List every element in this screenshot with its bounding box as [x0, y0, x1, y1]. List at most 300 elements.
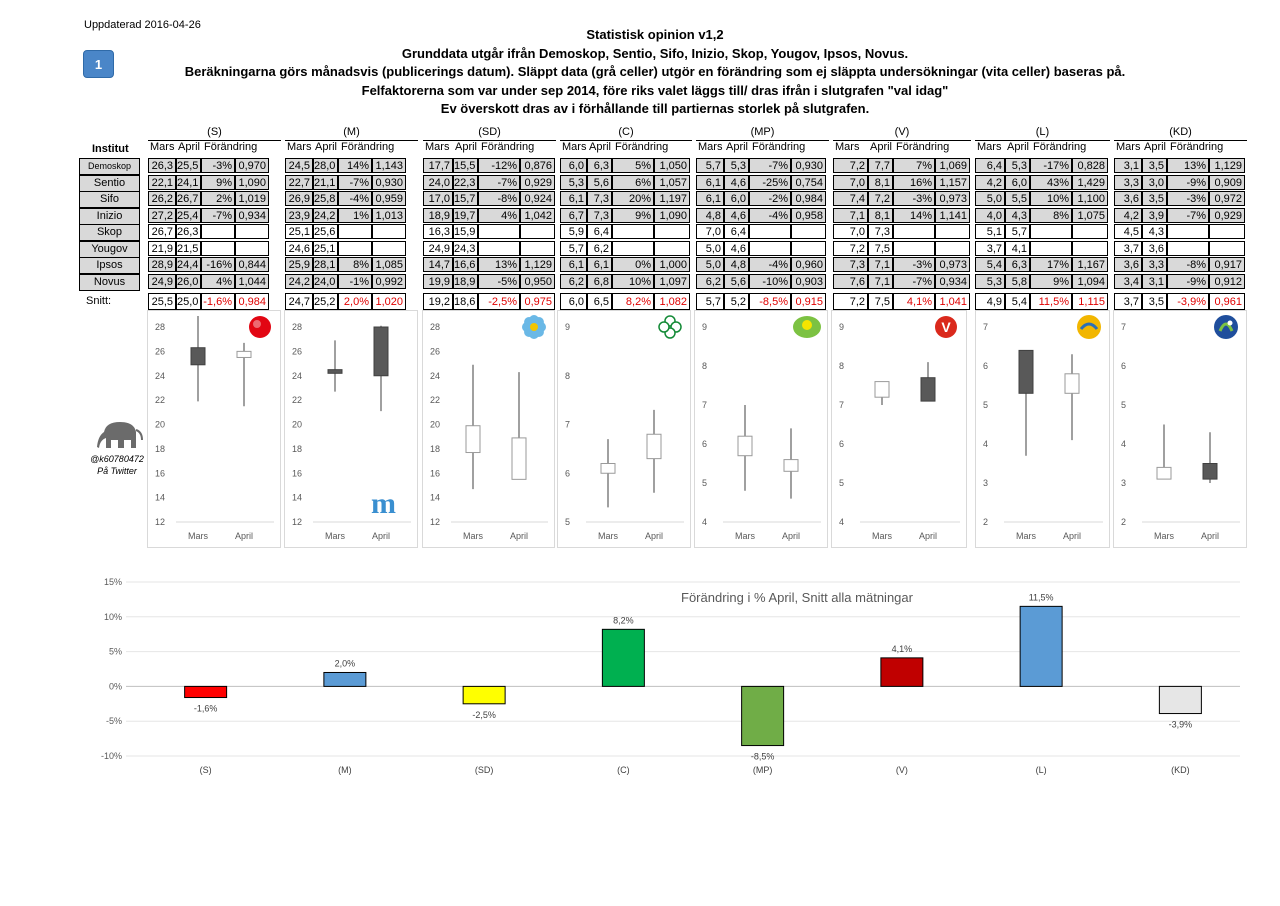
table-cell: 1,097 — [654, 274, 690, 289]
table-cell: 2% — [201, 191, 235, 206]
table-cell: 3,9 — [1142, 208, 1167, 223]
candle-body — [1019, 350, 1033, 393]
clover-icon — [659, 316, 681, 338]
table-cell: 6,1 — [560, 257, 587, 272]
table-cell — [749, 224, 791, 239]
table-cell: 4,3 — [1005, 208, 1030, 223]
table-cell: 4,3 — [1142, 224, 1167, 239]
average-cell: 4,1% — [893, 293, 935, 310]
x-tick-label: (V) — [895, 765, 908, 775]
change-header: Förändring — [1170, 141, 1224, 153]
table-cell: 5,7 — [560, 241, 587, 256]
change-header: Förändring — [204, 141, 258, 153]
table-cell: -2% — [749, 191, 791, 206]
table-cell: 5% — [612, 158, 654, 173]
candlestick-panel — [422, 310, 555, 548]
y-tick-label: 5 — [702, 478, 708, 488]
table-cell — [1167, 241, 1209, 256]
y-tick-label: 20 — [155, 419, 166, 430]
candle-body — [875, 382, 889, 398]
candlestick-chart — [423, 311, 556, 549]
table-cell: 16% — [893, 175, 935, 190]
table-cell — [1072, 224, 1108, 239]
table-cell: 7,0 — [696, 224, 724, 239]
table-cell: 1,100 — [1072, 191, 1108, 206]
table-cell: 22,7 — [285, 175, 313, 190]
bar — [463, 686, 505, 703]
table-cell: 23,9 — [285, 208, 313, 223]
average-cell: 25,2 — [313, 293, 338, 310]
table-cell: 0,934 — [935, 274, 970, 289]
average-cell: 6,5 — [587, 293, 612, 310]
candlestick-chart — [832, 311, 968, 549]
y-tick-label: 7 — [565, 419, 571, 430]
y-tick-label: 6 — [983, 361, 989, 371]
table-cell — [520, 224, 555, 239]
table-cell: 14% — [893, 208, 935, 223]
y-tick-label: 2 — [983, 517, 989, 527]
table-cell: 5,7 — [1005, 224, 1030, 239]
table-cell: 27,2 — [148, 208, 176, 223]
table-cell — [235, 224, 269, 239]
table-cell: 8% — [338, 257, 372, 272]
month-header-mars: Mars — [287, 141, 312, 153]
institut-header: Institut — [92, 143, 129, 155]
y-tick-label: 2 — [1121, 517, 1127, 527]
table-cell: 24,6 — [285, 241, 313, 256]
candle-body — [921, 378, 935, 401]
institute-label: Inizio — [79, 208, 140, 225]
table-cell: 13% — [478, 257, 520, 272]
table-cell: 5,9 — [560, 224, 587, 239]
table-cell: 1,050 — [654, 158, 690, 173]
table-cell: 10% — [612, 274, 654, 289]
table-cell: 1,143 — [372, 158, 406, 173]
table-cell — [1030, 224, 1072, 239]
bar-value-label: -1,6% — [193, 703, 218, 714]
table-cell: 19,7 — [453, 208, 478, 223]
table-cell: -10% — [749, 274, 791, 289]
table-cell: 24,0 — [423, 175, 453, 190]
y-tick-label: 8 — [839, 361, 845, 371]
candlestick-panel — [975, 310, 1110, 548]
table-cell: -5% — [478, 274, 520, 289]
table-cell: -4% — [749, 257, 791, 272]
y-tick-label: 6 — [565, 468, 571, 479]
table-cell: 3,6 — [1114, 191, 1142, 206]
page-number-badge: 1 — [83, 50, 114, 78]
x-tick-label: (L) — [1035, 765, 1047, 775]
change-header: Förändring — [481, 141, 535, 153]
table-cell: 6,7 — [560, 208, 587, 223]
table-cell: 26,9 — [285, 191, 313, 206]
candlestick-panel — [1113, 310, 1247, 548]
institute-label: Yougov — [79, 241, 140, 258]
table-cell: 1,044 — [235, 274, 269, 289]
table-cell: 16,6 — [453, 257, 478, 272]
average-cell: 0,975 — [520, 293, 555, 310]
candle-body — [374, 327, 388, 376]
table-cell: -7% — [1167, 208, 1209, 223]
rose-icon — [249, 316, 271, 338]
table-cell: 7,4 — [833, 191, 868, 206]
table-cell: 16,3 — [423, 224, 453, 239]
x-tick-label: April — [1062, 531, 1082, 541]
table-cell: 25,9 — [285, 257, 313, 272]
y-tick-label: 9 — [565, 322, 571, 332]
y-tick-label: 6 — [1121, 361, 1127, 371]
table-cell: 5,3 — [1005, 158, 1030, 173]
y-tick-label: 6 — [839, 439, 845, 449]
party-group-header: (L) — [975, 126, 1110, 141]
x-tick-label: Mars — [598, 531, 618, 541]
table-cell: 6,2 — [587, 241, 612, 256]
table-cell: 1,013 — [372, 208, 406, 223]
table-cell: 7,2 — [833, 241, 868, 256]
bar-value-label: 11,5% — [1028, 592, 1054, 603]
table-cell — [372, 224, 406, 239]
x-tick-label: Mars — [463, 531, 483, 541]
party-group-header: (S) — [148, 126, 281, 141]
bar — [881, 658, 923, 687]
table-cell: 25,6 — [313, 224, 338, 239]
table-cell: 18,9 — [453, 274, 478, 289]
y-tick-label: -10% — [100, 751, 122, 761]
table-cell: 24,4 — [176, 257, 201, 272]
table-cell — [201, 241, 235, 256]
table-cell: 4,2 — [975, 175, 1005, 190]
x-tick-label: April — [781, 531, 801, 541]
y-tick-label: 16 — [292, 468, 303, 479]
candlestick-chart — [285, 311, 419, 549]
table-cell: 7,3 — [587, 208, 612, 223]
table-cell: 10% — [1030, 191, 1072, 206]
table-cell: 6,1 — [696, 175, 724, 190]
table-cell: -16% — [201, 257, 235, 272]
table-cell: 0,958 — [791, 208, 826, 223]
table-cell: 3,5 — [1142, 191, 1167, 206]
table-cell: 3,5 — [1142, 158, 1167, 173]
y-tick-label: 14 — [155, 492, 166, 503]
y-tick-label: 18 — [292, 443, 303, 454]
table-cell — [612, 241, 654, 256]
x-tick-label: (S) — [199, 765, 212, 775]
table-cell: 5,3 — [560, 175, 587, 190]
table-cell — [1209, 224, 1245, 239]
y-tick-label: 3 — [983, 478, 989, 488]
table-cell: 0,844 — [235, 257, 269, 272]
candlestick-panel — [147, 310, 281, 548]
table-cell: 5,6 — [587, 175, 612, 190]
x-tick-label: Mars — [1154, 531, 1174, 541]
average-cell: 3,7 — [1114, 293, 1142, 310]
average-cell: 6,0 — [560, 293, 587, 310]
average-cell: 1,041 — [935, 293, 970, 310]
month-header-april: April — [315, 141, 338, 153]
bar — [742, 686, 784, 745]
y-tick-label: 28 — [430, 322, 441, 332]
party-group-header: (C) — [560, 126, 692, 141]
table-cell: 1,000 — [654, 257, 690, 272]
table-cell: 17,0 — [423, 191, 453, 206]
x-tick-label: (M) — [338, 765, 352, 775]
y-tick-label: 5 — [983, 400, 989, 410]
candle-body — [738, 436, 752, 456]
y-tick-label: 22 — [430, 395, 441, 406]
candle-body — [784, 460, 798, 472]
table-cell: 1,090 — [235, 175, 269, 190]
party-group-header: (V) — [833, 126, 971, 141]
table-cell: 7,2 — [868, 191, 893, 206]
table-cell — [1167, 224, 1209, 239]
y-tick-label: 3 — [1121, 478, 1127, 488]
x-tick-label: April — [644, 531, 664, 541]
table-cell: 0,970 — [235, 158, 269, 173]
bar — [324, 672, 366, 686]
title-line: Ev överskott dras av i förhållande till partiernas storlek på slutgrafen. — [440, 101, 870, 116]
bar-value-label: 4,1% — [891, 643, 913, 654]
average-cell: 5,2 — [724, 293, 749, 310]
table-cell: 26,0 — [176, 274, 201, 289]
table-cell: 1,090 — [654, 208, 690, 223]
table-cell: 7,3 — [868, 224, 893, 239]
table-cell: 5,3 — [724, 158, 749, 173]
table-cell — [791, 224, 826, 239]
twitter-handle — [84, 453, 150, 477]
table-cell: 4,0 — [975, 208, 1005, 223]
table-cell: -4% — [749, 208, 791, 223]
table-cell: 5,6 — [724, 274, 749, 289]
title-line: Felfaktorerna som var under sep 2014, före riks valet läggs till/ dras ifrån i slutgrafen "val idag" — [361, 82, 949, 98]
table-cell: 7,3 — [833, 257, 868, 272]
table-cell: -3% — [1167, 191, 1209, 206]
table-cell: 6,1 — [587, 257, 612, 272]
y-tick-label: 24 — [430, 370, 441, 381]
table-cell: 4,6 — [724, 241, 749, 256]
x-tick-label: Mars — [872, 531, 892, 541]
table-cell: 3,0 — [1142, 175, 1167, 190]
table-cell: 4,1 — [1005, 241, 1030, 256]
y-tick-label: 5 — [839, 478, 845, 488]
table-cell: 3,7 — [1114, 241, 1142, 256]
table-cell: 24,9 — [148, 274, 176, 289]
table-cell — [1209, 241, 1245, 256]
bar-chart-title: Förändring i % April, Snitt alla mätningar — [681, 590, 913, 605]
table-cell — [520, 241, 555, 256]
bar — [185, 686, 227, 697]
table-cell: 4,8 — [724, 257, 749, 272]
party-group-header: (M) — [285, 126, 418, 141]
table-cell: 1,042 — [520, 208, 555, 223]
table-cell: 1,075 — [1072, 208, 1108, 223]
change-bar-chart — [70, 572, 1245, 787]
candlestick-panel — [831, 310, 967, 548]
table-cell — [893, 224, 935, 239]
title-line: Grunddata utgår ifrån Demoskop, Sentio, Sifo, Inizio, Skop, Yougov, Ipsos, Novus. — [401, 45, 909, 61]
table-cell: 21,5 — [176, 241, 201, 256]
table-cell — [201, 224, 235, 239]
table-cell: -17% — [1030, 158, 1072, 173]
table-cell: 15,9 — [453, 224, 478, 239]
m-logo-icon — [371, 487, 396, 520]
x-tick-label: (C) — [617, 765, 630, 775]
bar — [1020, 606, 1062, 686]
table-cell: 26,3 — [176, 224, 201, 239]
month-header-mars: Mars — [1116, 141, 1141, 153]
table-cell: 5,1 — [975, 224, 1005, 239]
table-cell: 6,0 — [724, 191, 749, 206]
month-header-mars: Mars — [977, 141, 1002, 153]
y-tick-label: 18 — [155, 443, 166, 454]
flower-icon — [522, 315, 546, 339]
average-cell: 0,984 — [235, 293, 269, 310]
table-cell: 5,0 — [696, 241, 724, 256]
bar — [1159, 686, 1201, 713]
y-tick-label: 7 — [839, 400, 845, 410]
average-cell: -1,6% — [201, 293, 235, 310]
table-cell: 43% — [1030, 175, 1072, 190]
twitter-label: På Twitter — [97, 466, 137, 476]
table-cell: 17,7 — [423, 158, 453, 173]
candle-body — [328, 370, 342, 374]
y-tick-label: 9 — [839, 322, 845, 332]
average-cell: 1,115 — [1072, 293, 1108, 310]
x-tick-label: April — [234, 531, 254, 541]
dandelion-icon — [793, 316, 821, 338]
y-tick-label: 20 — [292, 419, 303, 430]
table-cell: 6,3 — [1005, 257, 1030, 272]
table-cell: 24,1 — [176, 175, 201, 190]
candle-body — [1157, 467, 1171, 479]
table-cell: 0,960 — [791, 257, 826, 272]
table-cell: 3,3 — [1142, 257, 1167, 272]
y-tick-label: 8 — [702, 361, 708, 371]
y-tick-label: 14 — [430, 492, 441, 503]
table-cell: 26,7 — [148, 224, 176, 239]
candle-body — [1203, 464, 1217, 480]
table-cell: 7,0 — [833, 224, 868, 239]
average-cell: 8,2% — [612, 293, 654, 310]
month-header-april: April — [1144, 141, 1167, 153]
table-cell: 1,167 — [1072, 257, 1108, 272]
table-cell: 9% — [201, 175, 235, 190]
table-cell: -8% — [1167, 257, 1209, 272]
table-cell: 22,1 — [148, 175, 176, 190]
table-cell: 7,1 — [833, 208, 868, 223]
y-tick-label: 16 — [430, 468, 441, 479]
y-tick-label: 26 — [430, 346, 441, 357]
table-cell: -4% — [338, 191, 372, 206]
table-cell: 7,3 — [587, 191, 612, 206]
table-cell: 5,7 — [696, 158, 724, 173]
month-header-april: April — [178, 141, 201, 153]
y-tick-label: 8 — [565, 370, 571, 381]
x-tick-label: (SD) — [474, 765, 494, 775]
table-cell: 1,141 — [935, 208, 970, 223]
table-cell: 13% — [1167, 158, 1209, 173]
table-cell: 4% — [478, 208, 520, 223]
average-cell: 25,5 — [148, 293, 176, 310]
table-cell: 6,2 — [560, 274, 587, 289]
table-cell: 4% — [201, 274, 235, 289]
table-cell: 25,1 — [313, 241, 338, 256]
y-tick-label: 16 — [155, 468, 166, 479]
candle-body — [647, 434, 661, 458]
kd-logo-icon — [1214, 315, 1238, 339]
table-cell: 1,094 — [1072, 274, 1108, 289]
candlestick-panel — [284, 310, 418, 548]
table-cell — [654, 224, 690, 239]
y-tick-label: 20 — [430, 419, 441, 430]
candlestick-panel — [557, 310, 691, 548]
table-cell: 0,959 — [372, 191, 406, 206]
x-tick-label: Mars — [188, 531, 208, 541]
x-tick-label: April — [1200, 531, 1220, 541]
table-cell: 0,929 — [1209, 208, 1245, 223]
month-header-april: April — [1007, 141, 1030, 153]
table-cell: 6,8 — [587, 274, 612, 289]
average-cell: 4,9 — [975, 293, 1005, 310]
table-cell: 6% — [612, 175, 654, 190]
table-cell: 5,3 — [975, 274, 1005, 289]
average-cell: -8,5% — [749, 293, 791, 310]
candle-body — [601, 464, 615, 474]
table-cell: 20% — [612, 191, 654, 206]
x-tick-label: Mars — [325, 531, 345, 541]
bar-value-label: -3,9% — [1168, 719, 1193, 730]
table-cell: 6,4 — [975, 158, 1005, 173]
title-line: Beräkningarna görs månadsvis (publicerings datum). Släppt data (grå celler) utgör en förändring som ej släppta undersökningar (vita celler) baseras på. — [184, 64, 1126, 79]
table-cell: 19,9 — [423, 274, 453, 289]
table-cell — [338, 241, 372, 256]
table-cell — [478, 241, 520, 256]
table-cell: 4,2 — [1114, 208, 1142, 223]
average-cell: 18,6 — [453, 293, 478, 310]
table-cell: 6,2 — [696, 274, 724, 289]
candlestick-chart — [695, 311, 829, 549]
month-header-mars: Mars — [835, 141, 860, 153]
average-cell: 3,5 — [1142, 293, 1167, 310]
table-cell: 8% — [1030, 208, 1072, 223]
table-cell: 4,6 — [724, 175, 749, 190]
table-cell: 6,0 — [1005, 175, 1030, 190]
table-cell — [749, 241, 791, 256]
l-logo-icon — [1077, 315, 1101, 339]
y-tick-label: 10% — [103, 611, 122, 622]
table-cell: -9% — [1167, 274, 1209, 289]
m-logo-text: m — [371, 487, 396, 520]
candlestick-chart — [1114, 311, 1248, 549]
table-cell: -7% — [201, 208, 235, 223]
table-cell: 5,4 — [975, 257, 1005, 272]
change-header: Förändring — [615, 141, 669, 153]
y-tick-label: 4 — [839, 517, 845, 527]
table-cell: 0,984 — [791, 191, 826, 206]
table-cell: 26,3 — [148, 158, 176, 173]
table-cell: 0,876 — [520, 158, 555, 173]
candle-body — [466, 426, 480, 453]
table-cell: 14,7 — [423, 257, 453, 272]
table-cell: -9% — [1167, 175, 1209, 190]
average-cell: 25,0 — [176, 293, 201, 310]
y-tick-label: 26 — [155, 346, 166, 357]
table-cell: 9% — [1030, 274, 1072, 289]
table-cell: 28,1 — [313, 257, 338, 272]
table-cell: 3,4 — [1114, 274, 1142, 289]
y-tick-label: 0% — [108, 681, 122, 692]
y-tick-label: 5 — [1121, 400, 1127, 410]
table-cell: 3,3 — [1114, 175, 1142, 190]
